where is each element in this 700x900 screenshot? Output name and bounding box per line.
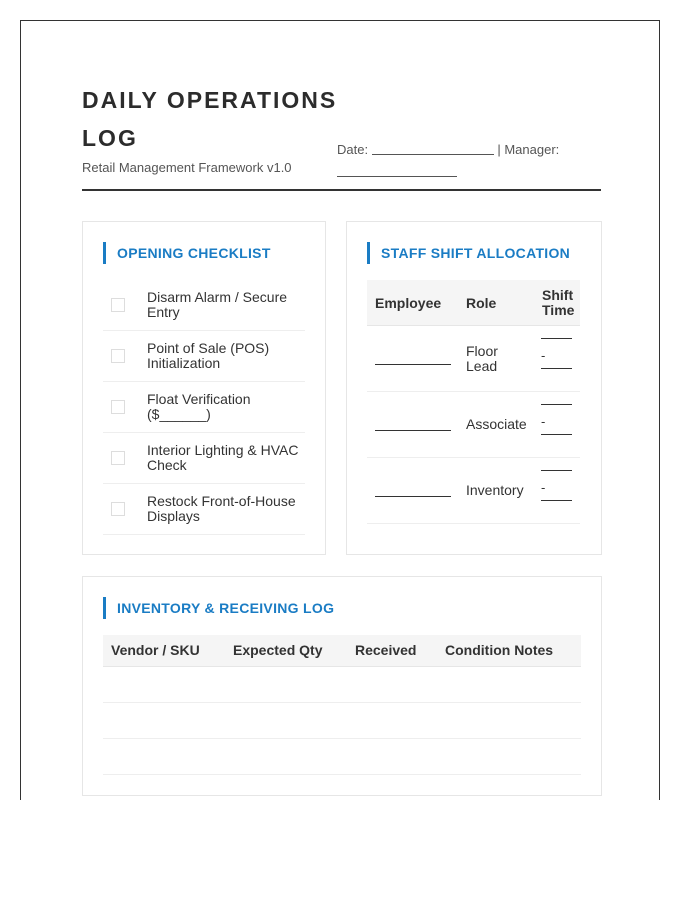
- checklist-item-label: Point of Sale (POS) Initialization: [147, 340, 270, 371]
- checklist-item-label: Float Verification ($______): [147, 391, 251, 422]
- checkbox[interactable]: [111, 451, 125, 465]
- role-cell: Inventory: [466, 482, 524, 498]
- time-separator: -: [541, 480, 546, 495]
- shift-row: [367, 392, 580, 458]
- time-separator: -: [541, 414, 546, 429]
- role-cell: Associate: [466, 416, 527, 432]
- shift-end-field[interactable]: [541, 500, 572, 501]
- checklist-item: [103, 281, 305, 331]
- manager-field[interactable]: [337, 163, 457, 177]
- checklist-item-label: Disarm Alarm / Secure Entry: [147, 289, 288, 320]
- checklist-item-label: Restock Front-of-House Displays: [147, 493, 296, 524]
- shift-row: [367, 326, 580, 392]
- shift-start-field[interactable]: [541, 470, 572, 471]
- inventory-table-header: [103, 635, 581, 667]
- employee-field[interactable]: [375, 364, 451, 365]
- document-page: [20, 20, 660, 800]
- checkbox[interactable]: [111, 298, 125, 312]
- inventory-log-title: INVENTORY & RECEIVING LOG: [103, 597, 334, 619]
- shift-end-field[interactable]: [541, 434, 572, 435]
- inventory-row[interactable]: [103, 739, 581, 775]
- column-header-condition-notes: Condition Notes: [445, 642, 554, 658]
- employee-field[interactable]: [375, 496, 451, 497]
- page-title: DAILY OPERATIONS LOG: [82, 87, 338, 151]
- shift-start-field[interactable]: [541, 404, 572, 405]
- opening-checklist-card: [82, 221, 326, 555]
- checklist-item: [103, 434, 305, 484]
- inventory-log-card: [82, 576, 602, 796]
- date-field[interactable]: [372, 141, 494, 155]
- checklist-item: [103, 332, 305, 382]
- staff-shift-card: [346, 221, 602, 555]
- inventory-row[interactable]: [103, 667, 581, 703]
- checkbox[interactable]: [111, 349, 125, 363]
- checkbox[interactable]: [111, 502, 125, 516]
- shift-end-field[interactable]: [541, 368, 572, 369]
- staff-shift-title: STAFF SHIFT ALLOCATION: [367, 242, 570, 264]
- checkbox[interactable]: [111, 400, 125, 414]
- role-cell: Floor Lead: [466, 343, 498, 374]
- page-subtitle: Retail Management Framework v1.0: [82, 160, 292, 175]
- column-header-role: Role: [466, 295, 497, 311]
- employee-field[interactable]: [375, 430, 451, 431]
- column-header-shift-time: Shift Time: [542, 287, 575, 318]
- column-header-vendor-sku: Vendor / SKU: [111, 642, 200, 658]
- shift-table-header: [367, 280, 580, 326]
- checklist-item-label: Interior Lighting & HVAC Check: [147, 442, 299, 473]
- date-label: Date:: [337, 142, 369, 157]
- opening-checklist-title: OPENING CHECKLIST: [103, 242, 271, 264]
- column-header-expected-qty: Expected Qty: [233, 642, 323, 658]
- time-separator: -: [541, 348, 546, 363]
- shift-start-field[interactable]: [541, 338, 572, 339]
- column-header-employee: Employee: [375, 295, 442, 311]
- column-header-received: Received: [355, 642, 417, 658]
- inventory-row[interactable]: [103, 703, 581, 739]
- date-manager-fields: [337, 139, 577, 183]
- field-separator: |: [497, 142, 501, 157]
- manager-label: Manager:: [504, 142, 560, 157]
- checklist-item: [103, 485, 305, 535]
- log-header: [82, 81, 601, 191]
- shift-row: [367, 458, 580, 524]
- checklist-item: [103, 383, 305, 433]
